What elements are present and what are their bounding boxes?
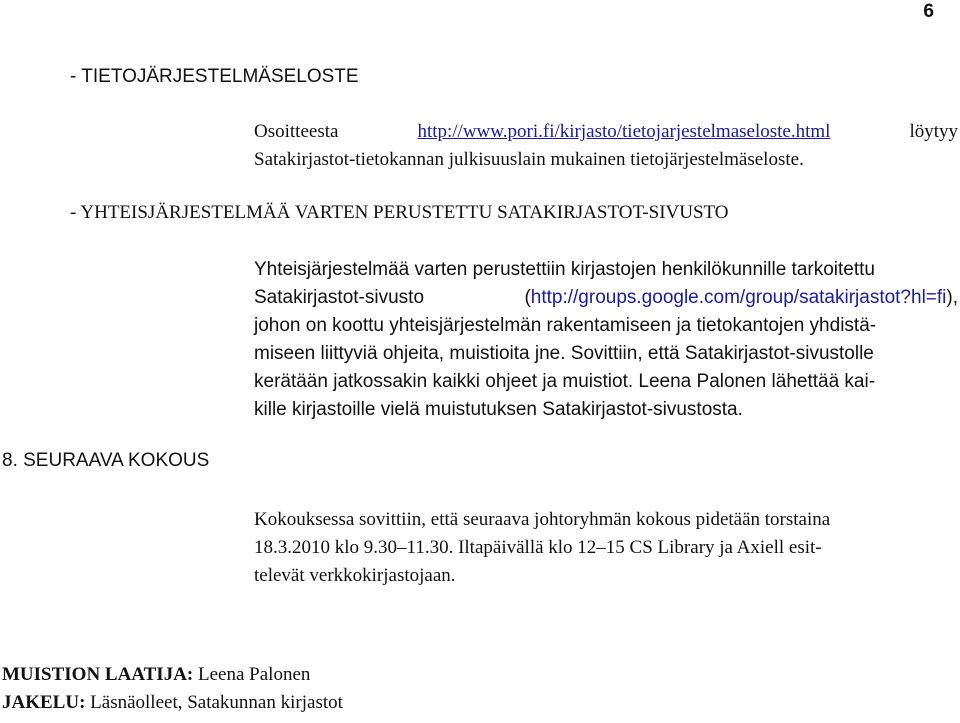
site-link-open-paren: ( (524, 287, 531, 308)
data-protection-line-2: Satakirjastot-tietokannan julkisuuslain mukainen tietojärjestelmäseloste. (254, 149, 804, 170)
next-meeting-line-3: televät verkkokirjastojaan. (254, 565, 456, 586)
site-paragraph-line-5: kerätään jatkossakin kaikki ohjeet ja muistiot. Leena Palonen lähettää kai- (254, 371, 876, 392)
footer-author-label: MUISTION LAATIJA: (2, 664, 194, 685)
satakirjastot-link[interactable]: http://groups.google.com/group/satakirjastot?hl=fi (530, 287, 947, 308)
page-number: 6 (923, 1, 934, 22)
footer-author (2, 664, 310, 686)
site-paragraph-line-4: miseen liittyviä ohjeita, muistioita jne. Sovittiin, että Satakirjastot-sivustolle (254, 343, 874, 364)
data-protection-prefix: Osoitteesta (254, 121, 339, 142)
next-meeting-line-1: Kokouksessa sovittiin, että seuraava johtoryhmän kokous pidetään torstaina (254, 509, 831, 530)
section-heading-data-protection: - TIETOJÄRJESTELMÄSELOSTE (70, 66, 359, 87)
data-protection-link[interactable]: http://www.pori.fi/kirjasto/tietojarjestelmaseloste.html (417, 121, 831, 142)
section-heading-next-meeting: 8. SEURAAVA KOKOUS (2, 450, 210, 471)
site-link-close-paren: ), (946, 287, 958, 308)
footer-distribution-label: JAKELU: (2, 692, 86, 713)
data-protection-suffix: löytyy (909, 121, 958, 142)
data-protection-line-1 (254, 118, 958, 146)
next-meeting-line-2: 18.3.2010 klo 9.30–11.30. Iltapäivällä klo 12–15 CS Library ja Axiell esit- (254, 537, 822, 558)
site-prefix: Satakirjastot-sivusto (254, 287, 425, 308)
site-paragraph-line-3: johon on koottu yhteisjärjestelmän rakentamiseen ja tietokantojen yhdistä- (254, 315, 877, 336)
site-paragraph-line-6: kille kirjastoille vielä muistutuksen Satakirjastot-sivustosta. (254, 399, 743, 420)
footer-distribution-value: Läsnäolleet, Satakunnan kirjastot (90, 692, 343, 713)
site-paragraph-line-2 (254, 284, 958, 312)
site-paragraph-line-1: Yhteisjärjestelmää varten perustettiin kirjastojen henkilökunnille tarkoitettu (254, 259, 875, 280)
footer-distribution (2, 692, 343, 714)
section-heading-site: - YHTEISJÄRJESTELMÄÄ VARTEN PERUSTETTU SATAKIRJASTOT-SIVUSTO (70, 202, 729, 223)
footer-author-value: Leena Palonen (198, 664, 311, 685)
